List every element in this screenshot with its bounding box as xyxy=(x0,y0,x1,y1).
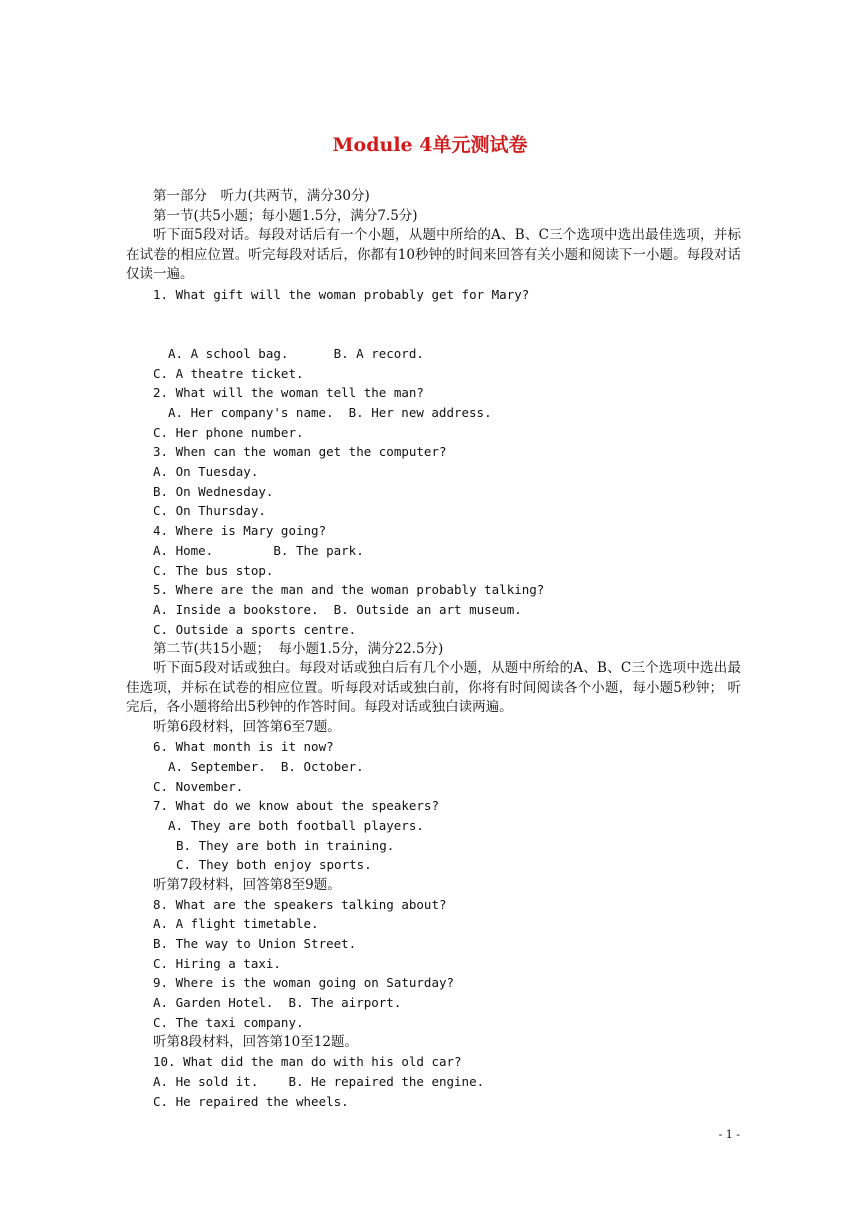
part1-heading: 第一部分 听力(共两节，满分30分) xyxy=(153,188,370,204)
question-6-stem: 6. What month is it now? xyxy=(153,739,334,754)
section1-instructions: 听下面5段对话。每段对话后有一个小题，从题中所给的A、B、C三个选项中选出最佳选项，并标在试卷的相应位置。听完每段对话后，你都有10秒钟的时间来回答有关小题和阅读下一小题。每段对话仅读一遍。 xyxy=(126,227,741,283)
material-8-heading: 听第8段材料，回答第10至12题。 xyxy=(153,1034,358,1050)
material-7-heading: 听第7段材料，回答第8至9题。 xyxy=(153,877,341,893)
question-3-option-a: A. On Tuesday. xyxy=(153,464,259,479)
question-7-stem: 7. What do we know about the speakers? xyxy=(153,798,439,813)
question-2-stem: 2. What will the woman tell the man? xyxy=(153,385,424,400)
section2-heading: 第二节(共15小题； 每小题1.5分，满分22.5分) xyxy=(153,641,444,657)
question-9-stem: 9. Where is the woman going on Saturday? xyxy=(153,975,455,990)
question-8-option-b: B. The way to Union Street. xyxy=(153,936,357,951)
question-1-options-ab: A. A school bag. B. A record. xyxy=(168,346,424,361)
question-5-stem: 5. Where are the man and the woman probably talking? xyxy=(153,582,545,597)
question-8-stem: 8. What are the speakers talking about? xyxy=(153,897,447,912)
section1-heading: 第一节(共5小题；每小题1.5分，满分7.5分) xyxy=(153,208,418,224)
question-1-option-c: C. A theatre ticket. xyxy=(153,366,304,381)
question-4-stem: 4. Where is Mary going? xyxy=(153,523,327,538)
question-2-options-ab: A. Her company's name. B. Her new address. xyxy=(168,405,492,420)
question-8-option-a: A. A flight timetable. xyxy=(153,916,319,931)
question-4-options-ab: A. Home. B. The park. xyxy=(153,543,364,558)
question-9-options-ab: A. Garden Hotel. B. The airport. xyxy=(153,995,402,1010)
question-1-stem: 1. What gift will the woman probably get for Mary? xyxy=(153,287,530,302)
question-7-option-c: C. They both enjoy sports. xyxy=(176,857,372,872)
question-5-option-c: C. Outside a sports centre. xyxy=(153,622,357,637)
material-6-heading: 听第6段材料，回答第6至7题。 xyxy=(153,719,341,735)
question-10-options-ab: A. He sold it. B. He repaired the engine. xyxy=(153,1074,485,1089)
question-6-option-c: C. November. xyxy=(153,779,244,794)
question-9-option-c: C. The taxi company. xyxy=(153,1015,304,1030)
question-7-option-b: B. They are both in training. xyxy=(176,838,395,853)
question-6-options-ab: A. September. B. October. xyxy=(168,759,364,774)
section2-instructions: 听下面5段对话或独白。每段对话或独白后有几个小题，从题中所给的A、B、C三个选项中选出最佳选项，并标在试卷的相应位置。听每段对话或独白前，你将有时间阅读各个小题，每小题5秒钟； 听完后，各小题将给出5秒钟的作答时间。每段对话或独白读两遍。 xyxy=(126,660,741,716)
question-4-option-c: C. The bus stop. xyxy=(153,563,274,578)
page-number: - 1 - xyxy=(718,1128,740,1141)
question-2-option-c: C. Her phone number. xyxy=(153,425,304,440)
page-title: Module 4单元测试卷 xyxy=(332,134,528,156)
question-10-option-c: C. He repaired the wheels. xyxy=(153,1094,349,1109)
question-3-option-c: C. On Thursday. xyxy=(153,503,266,518)
question-5-options-ab: A. Inside a bookstore. B. Outside an art museum. xyxy=(153,602,522,617)
question-7-option-a: A. They are both football players. xyxy=(168,818,424,833)
question-3-option-b: B. On Wednesday. xyxy=(153,484,274,499)
question-8-option-c: C. Hiring a taxi. xyxy=(153,956,281,971)
question-3-stem: 3. When can the woman get the computer? xyxy=(153,444,447,459)
question-10-stem: 10. What did the man do with his old car? xyxy=(153,1054,462,1069)
